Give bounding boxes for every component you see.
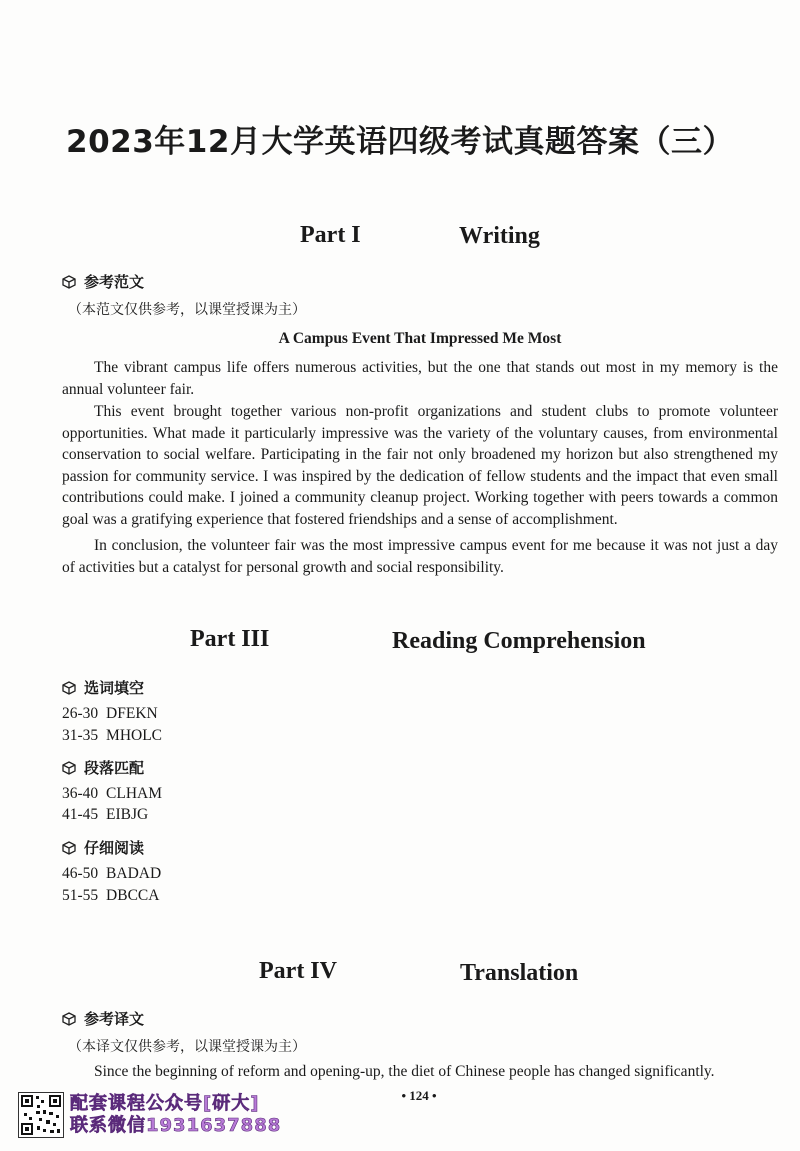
section-header-translation (62, 1008, 144, 1029)
cube-icon (62, 681, 76, 695)
cube-icon (62, 1012, 76, 1026)
section-label: 参考译文 (84, 1010, 145, 1028)
watermark (18, 1092, 281, 1138)
qr-code-icon (18, 1092, 64, 1138)
essay-paragraph-1: The vibrant campus life offers numerous activities, but the one that stands out most in my memory is the annual volunteer fair. (62, 359, 778, 398)
part3-label: Part III (190, 626, 270, 652)
section-header-sample-essay (62, 271, 144, 292)
cube-icon (62, 761, 76, 775)
cube-icon (62, 275, 76, 289)
part4-label: Part IV (259, 958, 337, 984)
section-label: 仔细阅读 (84, 839, 145, 857)
translation-note: （本译文仅供参考，以课堂授课为主） (68, 1039, 306, 1055)
essay-title: A Campus Event That Impressed Me Most (278, 330, 562, 347)
section-header-banked-cloze (62, 677, 144, 698)
section-label: 选词填空 (84, 679, 145, 697)
section-label: 段落匹配 (84, 759, 145, 777)
essay-paragraph-2: This event brought together various non-profit organizations and student clubs to promote volunteer opportunities. What made it particularly impressive was the variety of the voluntary causes, from environmental conservation to social welfare. Participating in the fair not only broadened my horizon but also strengthened my passion for community service. I was inspired by the dedication of fellow students and the impact that even small contributions could make. I joined a community cleanup project. Working together with peers towards a common goal was a gratifying experience that fostered friendships and a sense of accomplishment. (62, 403, 778, 528)
section-header-matching (62, 757, 144, 778)
watermark-line-1: 配套课程公众号[研大] (70, 1093, 260, 1114)
cube-icon (62, 841, 76, 855)
section-header-careful-reading (62, 837, 144, 858)
essay-paragraph-3: In conclusion, the volunteer fair was the most impressive campus event for me because it was not just a day of activities but a catalyst for personal growth and social responsibility. (62, 537, 778, 576)
part3-name: Reading Comprehension (392, 628, 646, 654)
answer-line: 41-45 EIBJG (62, 806, 149, 823)
answer-line: 31-35 MHOLC (62, 727, 163, 744)
watermark-line-2: 联系微信1931637888 (70, 1115, 282, 1136)
part1-name: Writing (459, 223, 540, 249)
page-title: 2023年12月大学英语四级考试真题答案（三） (66, 124, 734, 160)
answer-line: 36-40 CLHAM (62, 785, 163, 802)
translation-first-line: Since the beginning of reform and opening-up, the diet of Chinese people has changed significantly. (94, 1063, 715, 1080)
page-number: • 124 • (401, 1088, 437, 1103)
answer-line: 46-50 BADAD (62, 865, 162, 882)
essay-note: （本范文仅供参考，以课堂授课为主） (68, 302, 306, 318)
section-label: 参考范文 (84, 273, 145, 291)
answer-line: 26-30 DFEKN (62, 705, 158, 722)
part4-name: Translation (460, 960, 579, 986)
answer-line: 51-55 DBCCA (62, 887, 160, 904)
part1-label: Part I (300, 222, 361, 248)
